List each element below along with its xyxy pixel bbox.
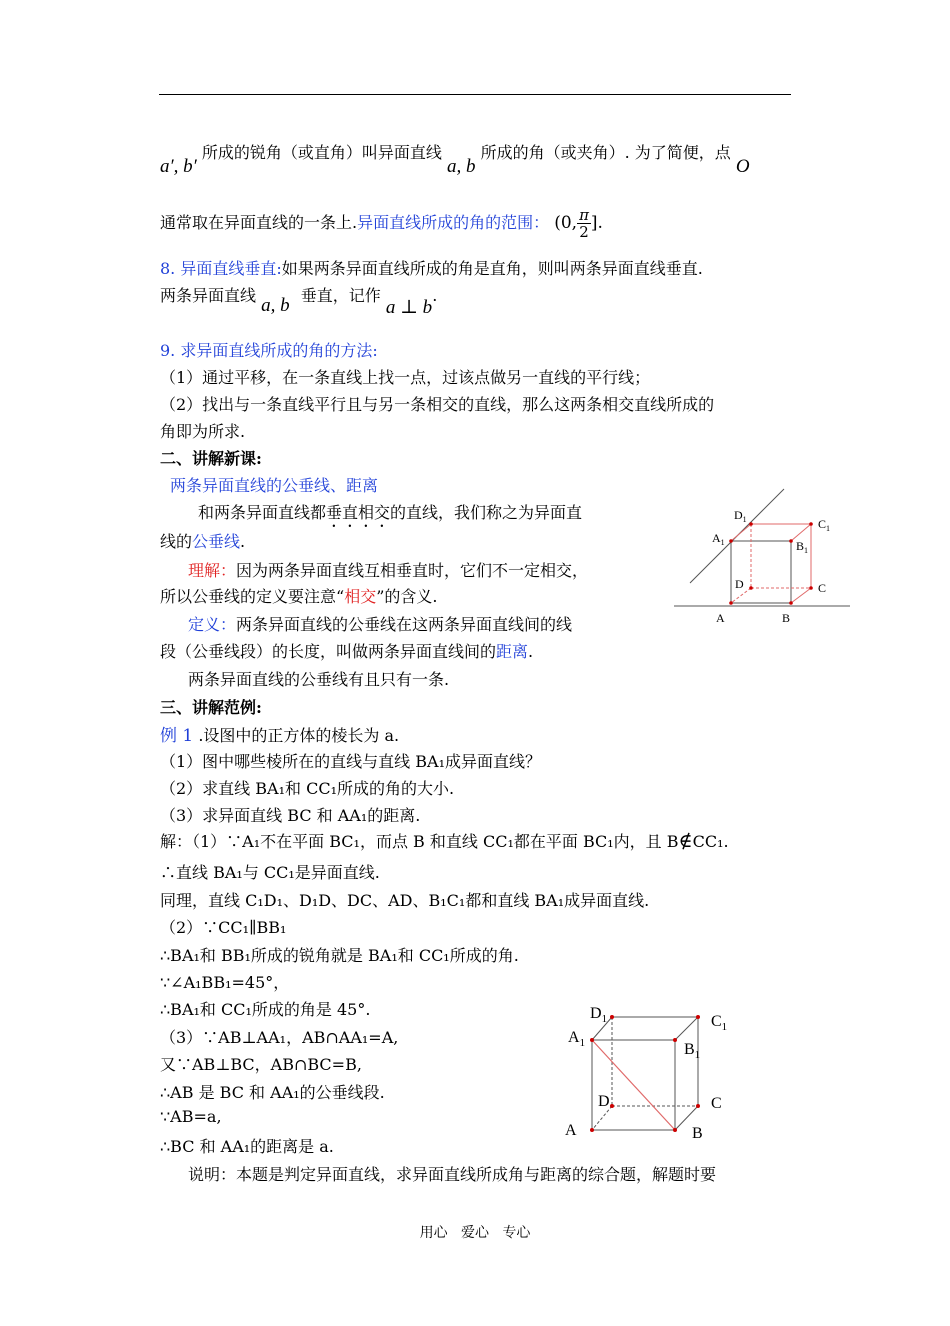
para-understanding [188, 558, 588, 581]
section-8-line1 [160, 256, 703, 279]
vertex-dot [590, 1038, 594, 1042]
formula-a-b: a, b [447, 156, 476, 177]
formula-perpendicular: a ⊥ b [385, 297, 433, 318]
text-segment: 线的 [160, 532, 193, 551]
vertex-dot [673, 1128, 677, 1132]
solution-line-10: ∴AB 是 BC 和 AA₁的公垂线段. [160, 1083, 385, 1102]
vertex-dot [749, 522, 753, 526]
label-a1: $A_1$ [712, 531, 725, 547]
text-segment: 和两条异面直线都 [198, 503, 327, 522]
label-b1: $B_1$ [684, 1041, 701, 1061]
solution-line-11: ∵AB=a, [160, 1107, 222, 1126]
solution-line-9: 又∵AB⊥BC，AB∩BC=B, [160, 1055, 362, 1074]
understanding-label: 理解： [188, 561, 237, 580]
range-formula [554, 206, 603, 241]
para-common-perpendicular-cont [160, 529, 245, 552]
text-segment: 垂直，记作 [300, 286, 381, 305]
vertex-dot [610, 1104, 614, 1108]
label-d1: $D_1$ [590, 1005, 608, 1025]
period: . [528, 642, 534, 661]
text-segment: 通常取在异面直线的一条上. [160, 213, 358, 232]
label-c1: $C_1$ [818, 517, 831, 533]
question-1: （1）图中哪些棱所在的直线与直线 BA₁成异面直线？ [160, 752, 541, 771]
vertex-dot [749, 586, 753, 590]
label-b1: $B_1$ [796, 539, 809, 555]
vertex-dot [809, 522, 813, 526]
edge [675, 1017, 698, 1040]
edge [791, 588, 811, 603]
text-segment: 两条异面直线 [160, 286, 257, 305]
label-d: D [598, 1093, 610, 1110]
vertex-dot [729, 539, 733, 543]
part2-topic: 两条异面直线的公垂线、距离 [170, 476, 379, 495]
range-label: 异面直线所成的角的范围： [357, 213, 550, 232]
term-distance: 距离 [496, 642, 529, 661]
method-2: （2）找出与一条直线平行且与另一条相交的直线，那么这两条相交直线所成的 [160, 395, 715, 414]
diagonal-ba1 [592, 1040, 675, 1130]
text-segment: 如果两条异面直线所成的角是直角，则叫两条异面直线垂直. [281, 259, 703, 278]
edge [731, 524, 751, 541]
label-c: C [818, 581, 827, 595]
section-8-label: 8. 异面直线垂直: [160, 259, 282, 278]
para-common-perpendicular [198, 500, 582, 531]
section-9-title: 9. 求异面直线所成的角的方法: [160, 341, 378, 360]
solution-line-5: ∴BA₁和 BB₁所成的锐角就是 BA₁和 CC₁所成的角. [160, 946, 519, 965]
period: . [240, 532, 246, 551]
text-segment: 因为两条异面直线互相垂直时，它们不一定相交， [236, 561, 589, 580]
para-angle-range [160, 207, 603, 247]
vertex-dot [590, 1128, 594, 1132]
label-b: B [782, 611, 791, 625]
label-a: A [565, 1122, 577, 1139]
example-1-statement [160, 721, 399, 746]
example-label: 例 1 [160, 726, 194, 746]
frac-den: 2 [579, 223, 589, 241]
solution-line-6: ∵∠A₁BB₁=45°， [160, 973, 290, 992]
solution-line-1 [160, 829, 729, 852]
text-segment: 两条异面直线的公垂线在这两条异面直线间的线 [236, 615, 573, 634]
vertex-dot [696, 1104, 700, 1108]
emphasis-perpendicular-intersect: 垂直相交 [326, 503, 391, 522]
label-a1: $A_1$ [568, 1029, 586, 1049]
range-close: ]. [590, 213, 603, 233]
part2-heading: 二、讲解新课: [160, 449, 262, 468]
text-segment: .设图中的正方体的棱长为 a. [198, 726, 400, 745]
solution-line-12: ∴BC 和 AA₁的距离是 a. [160, 1137, 334, 1156]
label-a: A [716, 611, 725, 625]
text-segment: 的直线，我们称之为异面直 [390, 503, 583, 522]
note-line: 说明：本题是判定异面直线，求异面直线所成角与距离的综合题，解题时要 [188, 1165, 717, 1184]
term-common-perpendicular: 公垂线 [192, 532, 241, 551]
question-2: （2）求直线 BA₁和 CC₁所成的角的大小. [160, 779, 455, 798]
header-rule [159, 94, 791, 95]
label-c: C [711, 1095, 722, 1112]
solution-line-2: ∴直线 BA₁与 CC₁是异面直线. [160, 863, 380, 882]
vertex-dot [673, 1038, 677, 1042]
section-8-line2 [160, 283, 437, 319]
cube-figure-small [672, 488, 852, 628]
method-2-cont: 角即为所求. [160, 422, 246, 441]
solution-line-7: ∴BA₁和 CC₁所成的角是 45°. [160, 1000, 371, 1019]
vertex-dot [610, 1015, 614, 1019]
label-b: B [692, 1125, 703, 1142]
frac-num: π [579, 206, 589, 224]
formula-a-b-prime: a′, b′ [160, 156, 197, 177]
text-segment: 所成的锐角（或直角）叫异面直线 [201, 143, 442, 162]
period: . [432, 286, 438, 305]
not-in-symbol: ∉ [678, 830, 693, 852]
vertex-dot [809, 586, 813, 590]
label-d1: $D_1$ [734, 508, 747, 524]
label-c1: $C_1$ [711, 1013, 728, 1033]
question-3: （3）求异面直线 BC 和 AA₁的距离. [160, 806, 421, 825]
para-uniqueness: 两条异面直线的公垂线有且只有一条. [188, 670, 450, 689]
page-footer: 用心 爱心 专心 [419, 1225, 531, 1241]
text-segment: 段（公垂线段）的长度，叫做两条异面直线间的 [160, 642, 497, 661]
text-segment: 解：（1）∵A₁不在平面 BC₁，而点 B 和直线 CC₁都在平面 BC₁内，且 B [160, 832, 679, 851]
vertex-dot [696, 1015, 700, 1019]
vertex-dot [789, 601, 793, 605]
definition-label: 定义： [188, 615, 237, 634]
text-segment: 所以公垂线的定义要注意“ [160, 587, 345, 606]
label-d: D [735, 577, 744, 591]
vertex-dot [729, 601, 733, 605]
term-intersect: 相交 [344, 587, 377, 606]
fraction-pi-over-2 [577, 207, 591, 240]
part3-heading: 三、讲解范例: [160, 698, 262, 717]
para-understanding-cont [160, 584, 437, 607]
text-segment: 所成的角（或夹角）. 为了简便，点 [480, 143, 731, 162]
formula-a-b: a, b [261, 295, 290, 316]
cube-figure-large [562, 998, 742, 1148]
vertex-dot [789, 539, 793, 543]
range-open: (0, [554, 213, 578, 233]
para-angle-definition [160, 140, 750, 180]
text-segment: CC₁. [692, 832, 729, 851]
solution-line-3: 同理，直线 C₁D₁、D₁D、DC、AD、B₁C₁都和直线 BA₁成异面直线. [160, 891, 650, 910]
method-1: （1）通过平移，在一条直线上找一点，过该点做另一直线的平行线； [160, 368, 651, 387]
para-definition [188, 612, 572, 635]
solution-line-4: （2）∵CC₁∥BB₁ [160, 918, 287, 937]
formula-point-o: O [735, 156, 750, 177]
para-definition-cont [160, 639, 533, 662]
solution-line-8: （3）∵AB⊥AA₁，AB∩AA₁=A, [160, 1028, 399, 1047]
text-segment: ”的含义. [376, 587, 438, 606]
